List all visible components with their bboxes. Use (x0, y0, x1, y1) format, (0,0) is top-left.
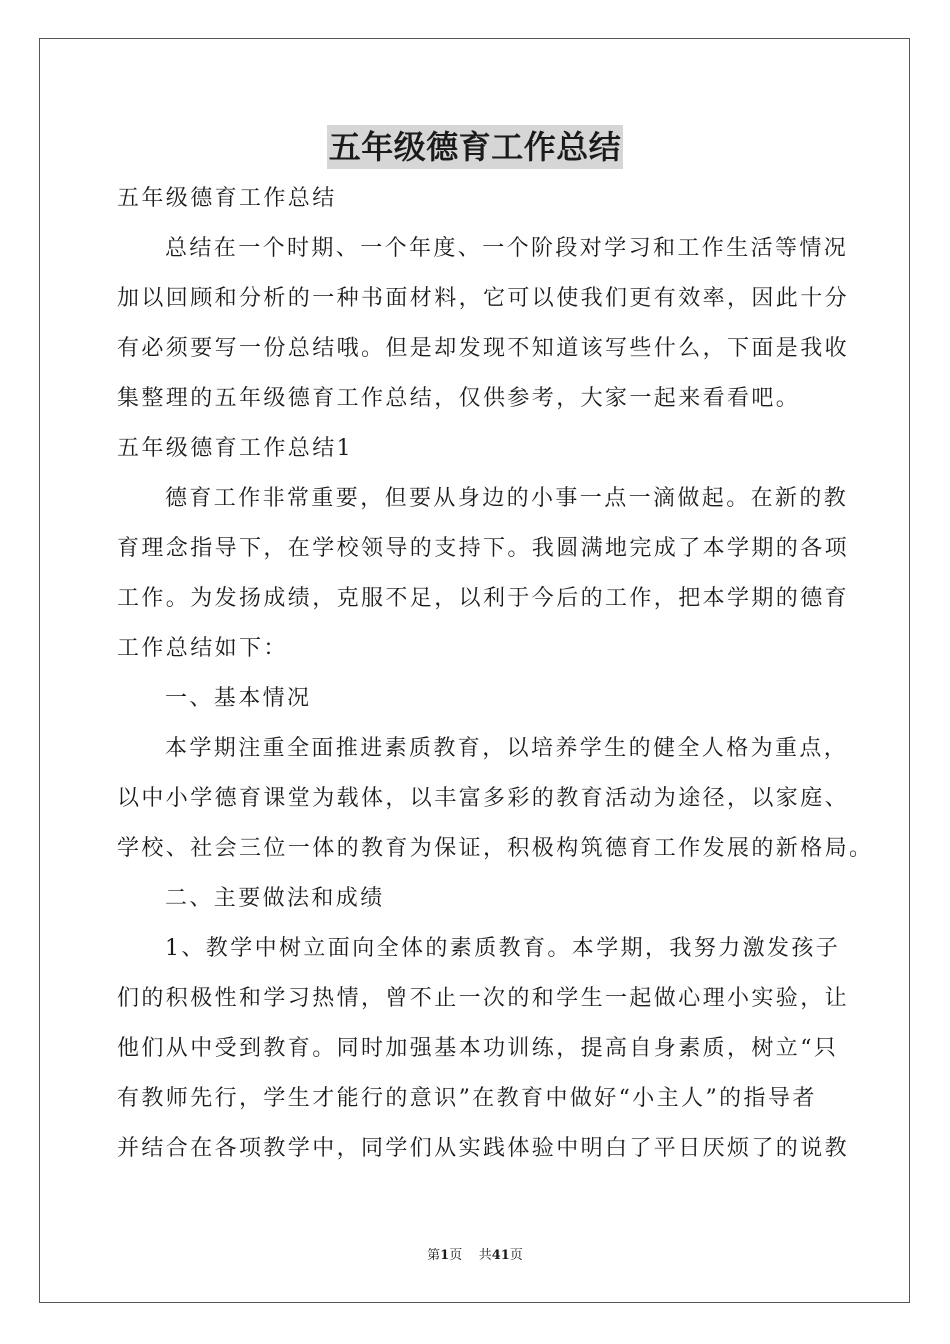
total-pages: 41 (491, 1248, 510, 1263)
body-line: 有教师先行，学生才能行的意识”在教育中做好“小主人”的指导者 (117, 1086, 817, 1111)
body-line: 加以回顾和分析的一种书面材料，它可以使我们更有效率，因此十分 (117, 286, 850, 311)
body-line: 有必须要写一份总结哦。但是却发现不知道该写些什么，下面是我收 (117, 336, 850, 361)
total-suffix: 页 (509, 1248, 523, 1263)
body-line: 二、主要做法和成绩 (165, 886, 385, 911)
body-line: 育理念指导下，在学校领导的支持下。我圆满地完成了本学期的各项 (117, 536, 850, 561)
page-prefix: 第 (427, 1248, 441, 1263)
body-line: 工作总结如下： (117, 636, 288, 661)
total-prefix: 共 (478, 1248, 492, 1263)
body-line: 学校、社会三位一体的教育为保证，积极构筑德育工作发展的新格局。 (117, 836, 874, 861)
body-line: 他们从中受到教育。同时加强基本功训练，提高自身素质，树立“只 (117, 1036, 839, 1061)
body-line: 本学期注重全面推进素质教育，以培养学生的健全人格为重点， (165, 736, 849, 761)
page-number: 1 (440, 1248, 450, 1263)
title-container (0, 125, 950, 169)
body-line: 五年级德育工作总结1 (117, 436, 353, 461)
body-line: 工作。为发扬成绩，克服不足，以利于今后的工作，把本学期的德育 (117, 586, 850, 611)
page-suffix: 页 (449, 1248, 463, 1263)
document-title: 五年级德育工作总结 (327, 125, 624, 169)
body-line: 德育工作非常重要，但要从身边的小事一点一滴做起。在新的教 (165, 486, 849, 511)
body-line: 集整理的五年级德育工作总结，仅供参考，大家一起来看看吧。 (117, 386, 801, 411)
body-line: 以中小学德育课堂为载体，以丰富多彩的教育活动为途径，以家庭、 (117, 786, 850, 811)
document-body (117, 174, 874, 1174)
body-line: 们的积极性和学习热情，曾不止一次的和学生一起做心理小实验，让 (117, 986, 850, 1011)
body-line: 一、基本情况 (165, 686, 312, 711)
body-line: 总结在一个时期、一个年度、一个阶段对学习和工作生活等情况 (165, 236, 849, 261)
page-footer (0, 1246, 950, 1266)
body-line: 并结合在各项教学中，同学们从实践体验中明白了平日厌烦了的说教 (117, 1136, 850, 1161)
body-line: 五年级德育工作总结 (117, 186, 337, 211)
body-line: 1、教学中树立面向全体的素质教育。本学期，我努力激发孩子 (165, 936, 841, 961)
